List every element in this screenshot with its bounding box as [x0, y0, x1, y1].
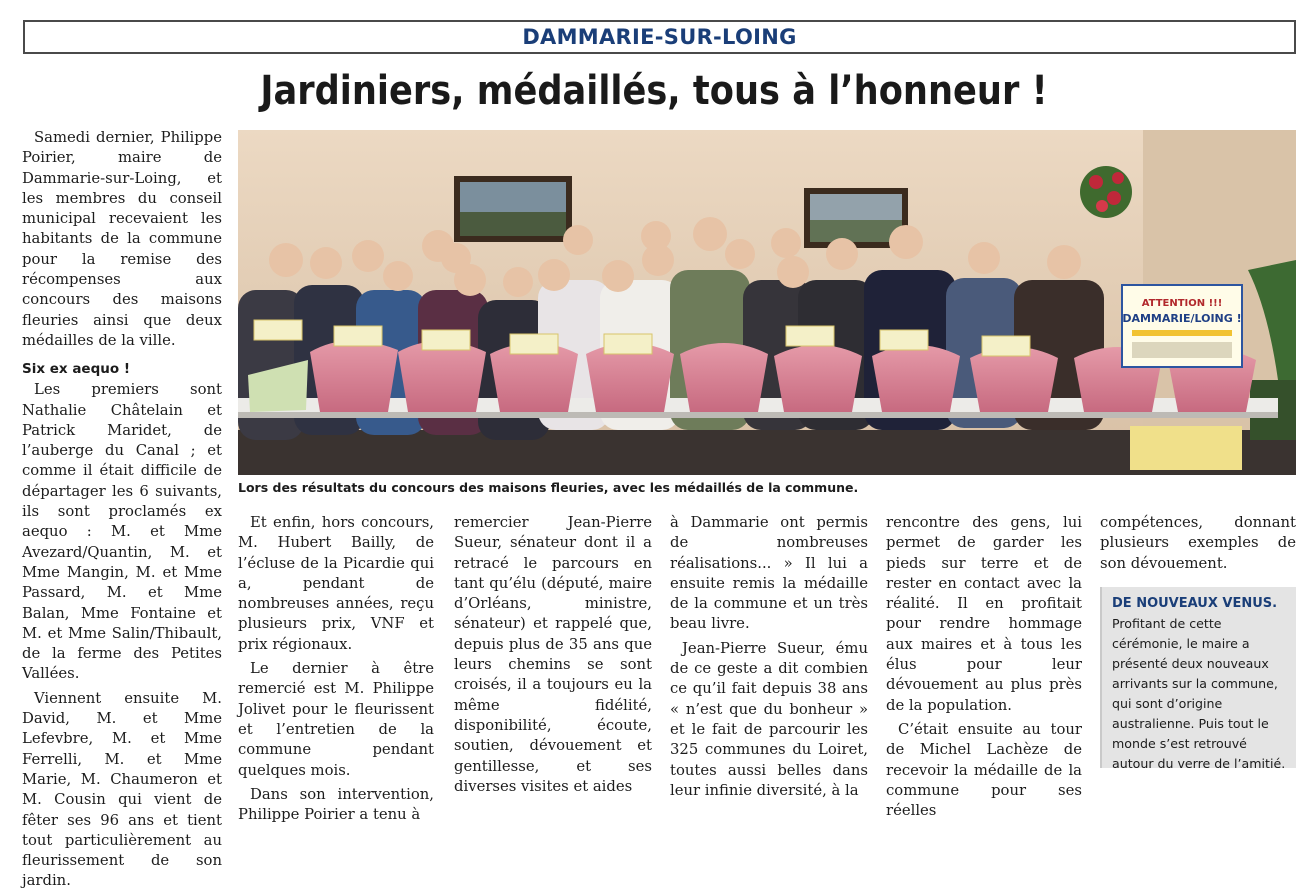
- article-paragraph-lacheze-end: compétences, donnant plusieurs exemples de son dévouement.: [1100, 514, 1296, 572]
- sidebar-box: [1100, 587, 1296, 771]
- section-title: DAMMARIE-SUR-LOING: [522, 25, 797, 49]
- hanging-flower-basket: [1080, 166, 1132, 218]
- wall-painting-left: [454, 176, 572, 242]
- article-column-5: [886, 513, 1082, 821]
- article-paragraph-sueur: Jean-Pierre Sueur, ému de ce geste a dit combien ce qu’il fait depuis 38 ans « n’est que du bonheur » et le fait de parcourir les 325 communes du Loiret, toutes aussi belles dans leur infinie diversité, à la: [670, 639, 868, 799]
- article-paragraph-intervention-end: à Dammarie ont permis de nombreuses réalisations... » Il lui a ensuite remis la médaille de la commune et un très beau livre.: [670, 514, 868, 633]
- article-paragraph-last-thanks: Le dernier à être remercié est M. Philippe Jolivet pour le fleurissent et l’entretien de la commune pendant quelques mois.: [238, 660, 434, 779]
- article-column-4: [670, 513, 868, 801]
- group-photo: [238, 130, 1296, 475]
- svg-text:DAMMARIE/LOING !: DAMMARIE/LOING !: [1122, 312, 1242, 325]
- article-paragraph-intervention-cont: remercier Jean-Pierre Sueur, sénateur dont il a retracé le parcours en tant qu’élu (député, maire d’Orléans, ministre, sénateur) et rappelé que, depuis plus de 35 ans que leurs chemins se sont croisés, il a toujours eu la même fidélité, disponibilité, écoute, soutien, dévouement et gentillesse, et ses diverses visites et aides: [454, 514, 652, 795]
- article-column-3: [454, 513, 652, 797]
- article-paragraph-lacheze: C’était ensuite au tour de Michel Lachèze de recevoir la médaille de la commune pour ses réelles: [886, 720, 1082, 820]
- headline: Jardiniers, médaillés, tous à l’honneur !: [260, 68, 1048, 114]
- sidebar-title: DE NOUVEAUX VENUS.: [1112, 596, 1278, 611]
- article-paragraph-winners: Les premiers sont Nathalie Châtelain et Patrick Maridet, de l’auberge du Canal ; et comme il était difficile de départager les 6 suivants, ils sont proclamés ex aequo : M. et Mme Avezard/Quantin, M. et Mme Mangin, M. et Mme Passard, M. et Mme Balan, Mme Fontaine et M. et Mme Salin/Thibault, de la ferme des Petites Vallées.: [22, 381, 222, 683]
- article-column-6: [1100, 513, 1296, 574]
- article-column-1: [22, 128, 222, 892]
- article-paragraph-sueur-cont: rencontre des gens, lui permet de garder les pieds sur terre et de rester en contact avec la réalité. Il en profitait pour rendre hommage aux maires et à tous les élus pour leur dévouement au plus près de la population.: [886, 514, 1082, 714]
- section-banner: [23, 20, 1296, 54]
- article-column-2: [238, 513, 434, 825]
- article-paragraph-intervention: Dans son intervention, Philippe Poirier a tenu à: [238, 785, 434, 824]
- article-paragraph-intro: Samedi dernier, Philippe Poirier, maire de Dammarie-sur-Loing, et les membres du conseil municipal recevaient les habitants de la commune pour la remise des récompenses aux concours des maisons fleuries ainsi que deux médailles de la ville.: [22, 129, 222, 349]
- sidebar-body: Profitant de cette cérémonie, le maire a présenté deux nouveaux arrivants sur la commune, qui sont d’origine australienne. Puis tout le monde s’est retrouvé autour du verre de l’amitié.: [1112, 616, 1286, 771]
- subheading: Six ex aequo !: [22, 361, 130, 378]
- photo-caption: Lors des résultats du concours des maisons fleuries, avec les médaillés de la commune.: [238, 480, 859, 495]
- article-paragraph-hors-concours: Et enfin, hors concours, M. Hubert Bailly, de l’écluse de la Picardie qui a, pendant de nombreuses années, reçu plusieurs prix, VNF et prix régionaux.: [238, 514, 434, 653]
- svg-text:ATTENTION !!!: ATTENTION !!!: [1141, 298, 1223, 309]
- article-paragraph-others: Viennent ensuite M. David, M. et Mme Lefevbre, M. et Mme Ferrelli, M. et Mme Marie, M. Chaumeron et M. Cousin qui vient de fêter ses 96 ans et tient tout particulièrement au fleurissement de son jardin.: [22, 689, 222, 890]
